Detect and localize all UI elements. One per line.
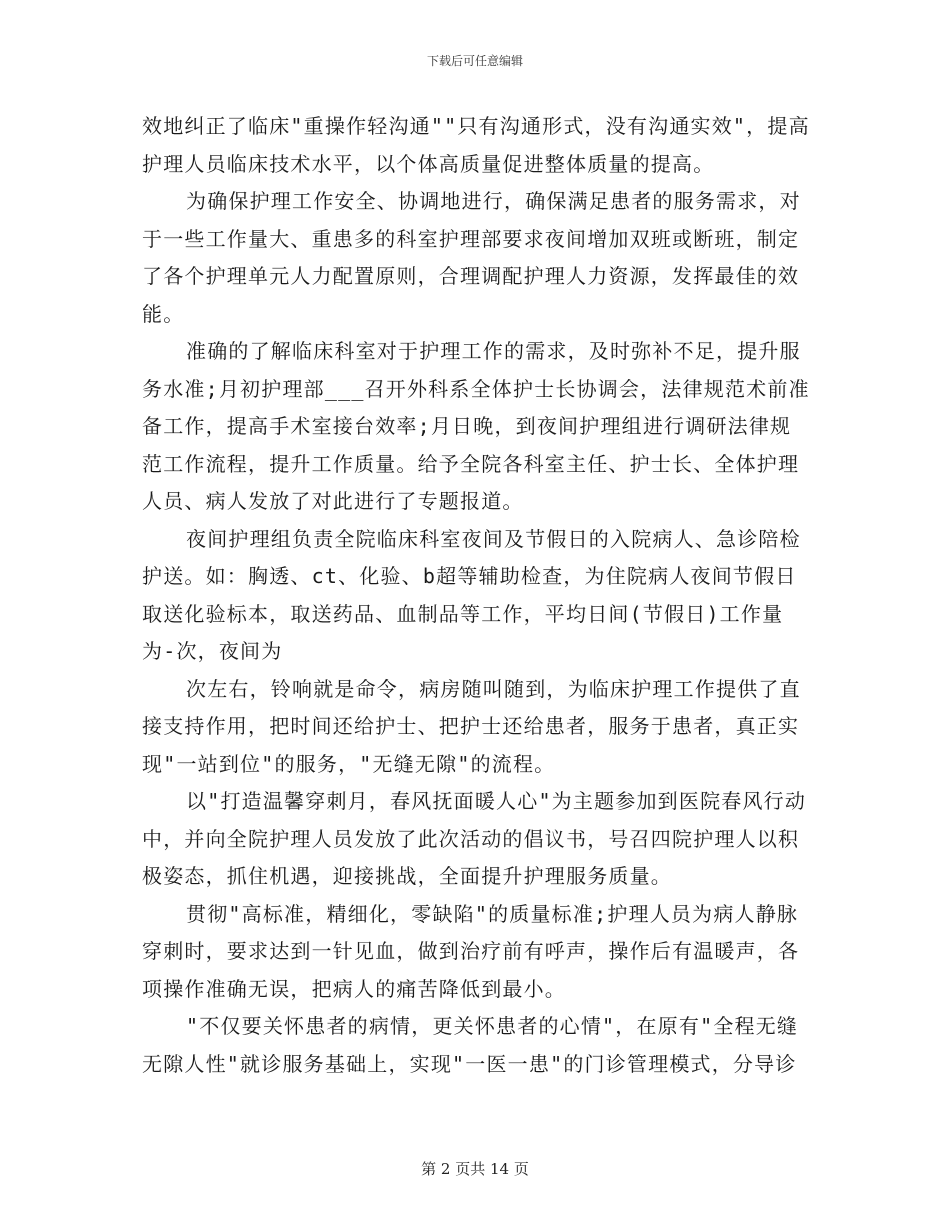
paragraph-2: 为确保护理工作安全、协调地进行，确保满足患者的服务需求，对于一些工作量大、重患多的科室护理部要求夜间增加双班或断班，制定了各个护理单元人力配置原则，合理调配护理人力资源，发挥最佳的效能。 bbox=[142, 189, 801, 326]
paragraph-4: 夜间护理组负责全院临床科室夜间及节假日的入院病人、急诊陪检护送。如：胸透、ct、化验、b超等辅助检查，为住院病人夜间节假日取送化验标本，取送药品、血制品等工作，平均日间(节假日)工作量为-次，夜间为 bbox=[142, 526, 801, 663]
paragraph-1: 效地纠正了临床"重操作轻沟通""只有沟通形式，没有沟通实效"，提高护理人员临床技术水平，以个体高质量促进整体质量的提高。 bbox=[142, 114, 810, 176]
paragraph-5: 次左右，铃响就是命令，病房随叫随到，为临床护理工作提供了直接支持作用，把时间还给护士、把护士还给患者，服务于患者，真正实现"一站到位"的服务，"无缝无隙"的流程。 bbox=[142, 676, 801, 776]
paragraph-3: 准确的了解临床科室对于护理工作的需求，及时弥补不足，提升服务水准;月初护理部___召开外科系全体护士长协调会，法律规范术前准备工作，提高手术室接台效率;月日晚，到夜间护理组进行调研法律规范工作流程，提升工作质量。给予全院各科室主任、护士长、全体护理人员、病人发放了对此进行了专题报道。 bbox=[142, 339, 810, 513]
paragraph-7: 贯彻"高标准，精细化，零缺陷"的质量标准;护理人员为病人静脉穿刺时，要求达到一针见血，做到治疗前有呼声，操作后有温暖声，各项操作准确无误，把病人的痛苦降低到最小。 bbox=[142, 901, 800, 1001]
page-header: 下载后可任意编辑 bbox=[426, 54, 523, 68]
page-footer: 第 2 页共 14 页 bbox=[421, 1160, 529, 1178]
paragraph-6: 以"打造温馨穿刺月，春风抚面暖人心"为主题参加到医院春风行动中，并向全院护理人员发放了此次活动的倡议书，号召四院护理人以积极姿态，抓住机遇，迎接挑战，全面提升护理服务质量。 bbox=[142, 789, 807, 888]
body-text bbox=[142, 108, 812, 1083]
paragraph-8: "不仅要关怀患者的病情，更关怀患者的心情"，在原有"全程无缝无隙人性"就诊服务基础上，实现"一医一患"的门诊管理模式，分导诊 bbox=[142, 1014, 799, 1076]
